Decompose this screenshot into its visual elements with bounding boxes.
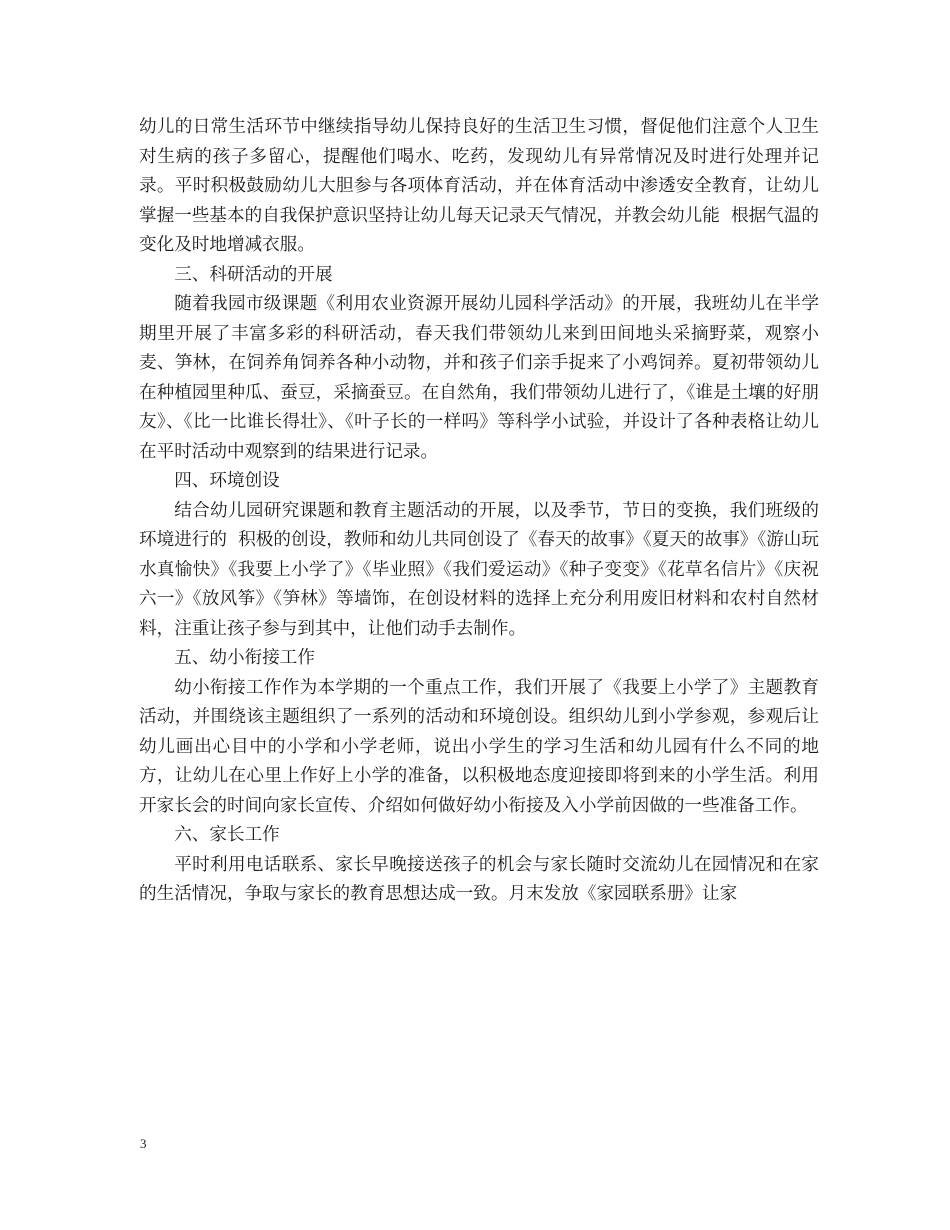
- paragraph-parent-work: 平时利用电话联系、家长早晚接送孩子的机会与家长随时交流幼儿在园情况和在家的生活情况，争取与家长的教育思想达成一致。月末发放《家园联系册》让家: [139, 854, 819, 904]
- paragraph-research-activities: 随着我园市级课题《利用农业资源开展幼儿园科学活动》的开展，我班幼儿在半学期里开展了丰富多彩的科研活动，春天我们带领幼儿来到田间地头采摘野菜，观察小麦、笋林，在饲养角饲养各种小动物，并和孩子们亲手捉来了小鸡饲养。夏初带领幼儿在种植园里种瓜、蚕豆，采摘蚕豆。在自然角，我们带领幼儿进行了，《谁是土壤的好朋友》、《比一比谁长得壮》、《叶子长的一样吗》等科学小试验，并设计了各种表格让幼儿在平时活动中观察到的结果进行记录。: [139, 294, 819, 462]
- paragraph-school-transition: 幼小衔接工作作为本学期的一个重点工作，我们开展了《我要上小学了》主题教育活动，并围绕该主题组织了一系列的活动和环境创设。组织幼儿到小学参观，参观后让幼儿画出心目中的小学和小学老师，说出小学生的学习生活和幼儿园有什么不同的地方，让幼儿在心里上作好上小学的准备，以积极地态度迎接即将到来的小学生活。利用开家长会的时间向家长宣传、介绍如何做好幼小衔接及入小学前因做的一些准备工作。: [139, 677, 819, 816]
- section-heading-transition: 五、幼小衔接工作: [174, 648, 315, 668]
- paragraph-environment-creation: 结合幼儿园研究课题和教育主题活动的开展，以及季节，节日的变换，我们班级的环境进行的 积极的创设，教师和幼儿共同创设了《春天的故事》《夏天的故事》《游山玩水真愉快》《我要上小学了》《毕业照》《我们爱运动》《种子变变》《花草名信片》《庆祝六一》《放风筝》《笋林》等墙饰，在创设材料的选择上充分利用废旧材料和农村自然材料，注重让孩子参与到其中，让他们动手去制作。: [139, 500, 819, 639]
- section-heading-parents: 六、家长工作: [174, 825, 280, 845]
- page-number: 3: [140, 1136, 147, 1151]
- section-heading-environment: 四、环境创设: [174, 471, 280, 491]
- document-body: [139, 113, 819, 910]
- section-heading-research: 三、科研活动的开展: [174, 264, 333, 285]
- paragraph-hygiene-continued: 幼儿的日常生活环节中继续指导幼儿保持良好的生活卫生习惯，督促他们注意个人卫生对生病的孩子多留心，提醒他们喝水、吃药，发现幼儿有异常情况及时进行处理并记录。平时积极鼓励幼儿大胆参与各项体育活动，并在体育活动中渗透安全教育，让幼儿掌握一些基本的自我保护意识坚持让幼儿每天记录天气情况，并教会幼儿能 根据气温的变化及时地增减衣服。: [139, 117, 819, 255]
